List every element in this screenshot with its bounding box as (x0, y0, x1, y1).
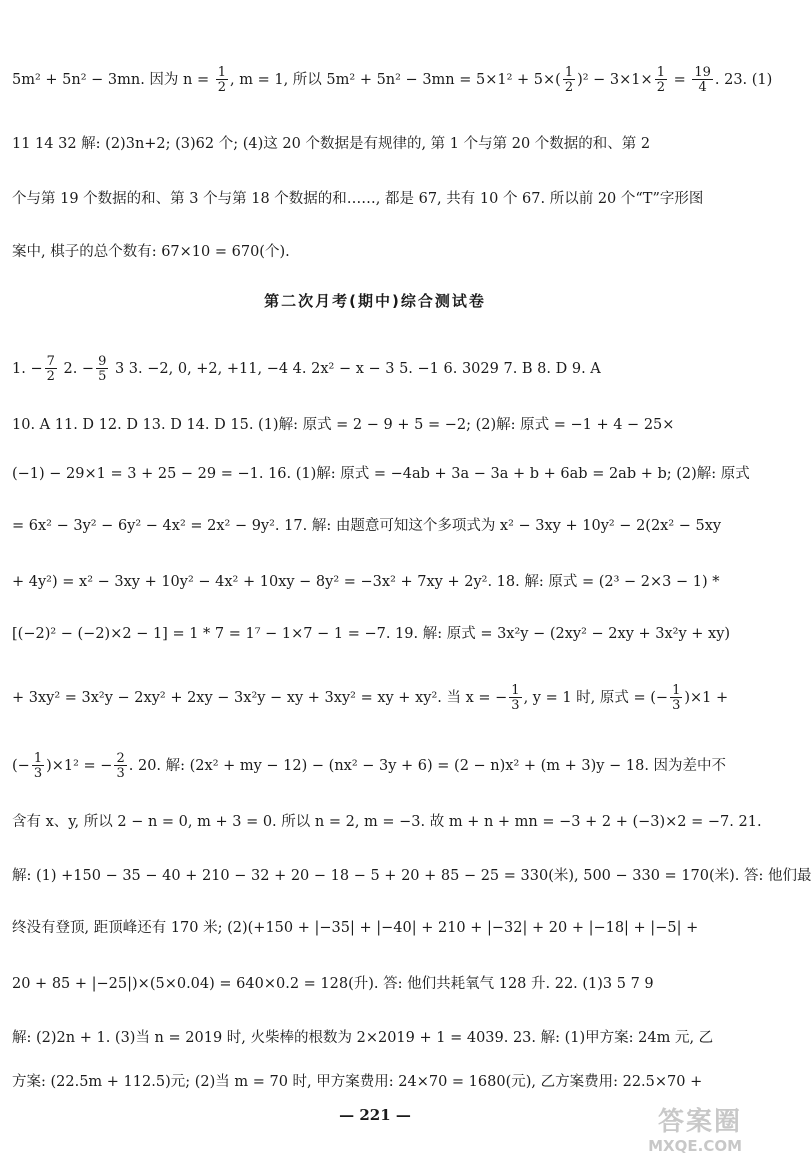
answer-line-11: + 3xy² = 3x²y − 2xy² + 2xy − 3x²y − xy + 3xy² = xy + xy². 当 x = − $\frac{1}{3}$ , y = 1 时, 原式 = (− $\frac{1}{3}$ )×1 + (12, 683, 729, 713)
watermark-logo (602, 1107, 742, 1163)
answer-line-18: 方案: (22.5m + 112.5)元; (2)当 m = 70 时, 甲方案费用: 24×70 = 1680(元), 乙方案费用: 22.5×70 + (12, 1074, 703, 1090)
fraction: $\frac{1}{2}$ (564, 65, 574, 95)
fraction: $\frac{7}{2}$ (46, 354, 55, 384)
answer-line-6: 10. A 11. D 12. D 13. D 14. D 15. (1)解: 原式 = 2 − 9 + 5 = −2; (2)解: 原式 = −1 + 4 − 25× (12, 417, 675, 433)
fraction: $\frac{1}{3}$ (672, 683, 681, 713)
fraction: $\frac{9}{5}$ (98, 354, 107, 384)
answer-line-12: (− $\frac{1}{3}$ )×1² = − $\frac{2}{3}$ . 20. 解: (2x² + my − 12) − (nx² − 3y + 6) = (2 − n)x² + (m + 3)y − 18. 因为差中不 (12, 751, 727, 781)
answer-line-14: 解: (1) +150 − 35 − 40 + 210 − 32 + 20 − 18 − 5 + 20 + 85 − 25 = 330(米), 500 − 330 = 170(米). 答: 他们最 (12, 868, 812, 884)
answer-line-5: 1. − $\frac{7}{2}$ 2. − $\frac{9}{5}$ 3 3. −2, 0, +2, +11, −4 4. 2x² − x − 3 5. −1 6. 3029 7. B 8. D 9. A (12, 354, 601, 384)
answer-line-7: (−1) − 29×1 = 3 + 25 − 29 = −1. 16. (1)解: 原式 = −4ab + 3a − 3a + b + 6ab = 2ab + b; (2)解: 原式 (12, 466, 750, 482)
fraction: $\frac{1}{2}$ (217, 65, 227, 95)
answer-line-17: 解: (2)2n + 1. (3)当 n = 2019 时, 火柴棒的根数为 2×2019 + 1 = 4039. 23. 解: (1)甲方案: 24m 元, 乙 (12, 1030, 714, 1046)
answer-line-13: 含有 x、y, 所以 2 − n = 0, m + 3 = 0. 所以 n = 2, m = −3. 故 m + n + mn = −3 + 2 + (−3)×2 = −7. 21. (12, 814, 762, 830)
fraction: $\frac{1}{2}$ (656, 65, 665, 95)
answer-line-3: 个与第 19 个数据的和、第 3 个与第 18 个数据的和……, 都是 67, 共有 10 个 67. 所以前 20 个“T”字形图 (12, 191, 704, 207)
fraction: $\frac{1}{3}$ (33, 751, 43, 781)
answer-line-9: + 4y²) = x² − 3xy + 10y² − 4x² + 10xy − 8y² = −3x² + 7xy + 2y². 18. 解: 原式 = (2³ − 2×3 − 1) * (12, 574, 720, 590)
fraction: $\frac{19}{4}$ (694, 65, 711, 95)
answer-line-15: 终没有登顶, 距顶峰还有 170 米; (2)(+150 + |−35| + |−40| + 210 + |−32| + 20 + |−18| + |−5| + (12, 920, 699, 936)
answer-line-16: 20 + 85 + |−25|)×(5×0.04) = 640×0.2 = 128(升). 答: 他们共耗氧气 128 升. 22. (1)3 5 7 9 (12, 976, 654, 992)
answer-line-1: 5m² + 5n² − 3mn. 因为 n = $\frac{1}{2}$ , m = 1, 所以 5m² + 5n² − 3mn = 5×1² + 5×( $\frac{1}{2}$ )² − 3×1× $\frac{1}{2}$ = $\frac{19}{4}$ . 23. (1) (12, 65, 773, 95)
watermark-url: MXQE.COM (648, 1137, 742, 1155)
answer-line-2: 11 14 32 解: (2)3n+2; (3)62 个; (4)这 20 个数据是有规律的, 第 1 个与第 20 个数据的和、第 2 (12, 136, 651, 152)
fraction: $\frac{2}{3}$ (116, 751, 125, 781)
page-number: — 221 — (339, 1106, 411, 1124)
watermark-logo-text: 答案圈 (657, 1107, 742, 1137)
answer-line-10: [(−2)² − (−2)×2 − 1] = 1 * 7 = 1⁷ − 1×7 − 1 = −7. 19. 解: 原式 = 3x²y − (2xy² − 2xy + 3x²y + xy) (12, 626, 731, 642)
answer-line-4: 案中, 棋子的总个数有: 67×10 = 670(个). (12, 244, 290, 260)
answer-line-8: = 6x² − 3y² − 6y² − 4x² = 2x² − 9y². 17. 解: 由题意可知这个多项式为 x² − 3xy + 10y² − 2(2x² − 5xy (12, 518, 722, 534)
section-title: 第二次月考(期中)综合测试卷 (264, 292, 486, 310)
fraction: $\frac{1}{3}$ (511, 683, 520, 713)
